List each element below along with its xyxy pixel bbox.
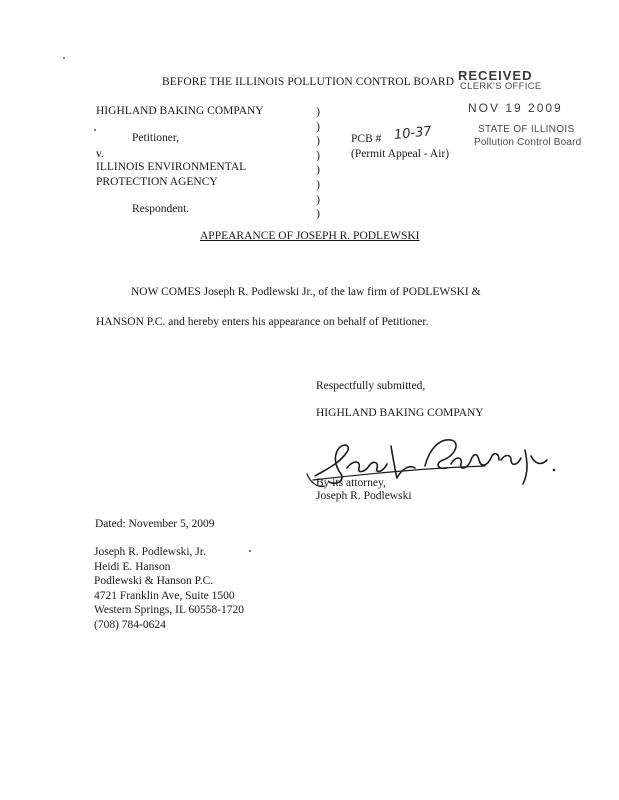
paren: ) (316, 149, 320, 162)
scan-speck (63, 57, 65, 59)
board-title: BEFORE THE ILLINOIS POLLUTION CONTROL BOARD (162, 76, 455, 88)
paren: ) (316, 178, 320, 191)
paren: ) (316, 164, 320, 177)
contact-line: Western Springs, IL 60558-1720 (94, 604, 245, 617)
paren: ) (316, 135, 320, 148)
clerks-office-stamp: CLERK'S OFFICE (460, 81, 542, 92)
paren: ) (316, 208, 320, 221)
signer-name: Joseph R. Podlewski (316, 490, 412, 502)
permit-appeal: (Permit Appeal - Air) (351, 148, 450, 160)
closing: Respectfully submitted, (316, 380, 426, 392)
scan-speck (249, 550, 251, 552)
respondent-role: Respondent. (132, 203, 190, 215)
received-stamp: RECEIVED (458, 68, 533, 83)
versus: v. (96, 148, 104, 160)
pcb-label: PCB # (351, 133, 382, 145)
scan-speck (94, 129, 96, 131)
petitioner-role: Petitioner, (132, 132, 180, 144)
contact-line: Joseph R. Podlewski, Jr. (94, 546, 206, 558)
contact-line: Heidi E. Hanson (94, 560, 171, 573)
pcb-number-handwritten: 10-37 (393, 124, 433, 143)
paren: ) (316, 106, 320, 118)
stamp-date: NOV 19 2009 (468, 101, 563, 115)
petitioner-name: HIGHLAND BAKING COMPANY (96, 105, 264, 117)
body-line-1: NOW COMES Joseph R. Podlewski Jr., of the law firm of PODLEWSKI & (131, 286, 481, 298)
paren: ) (316, 120, 320, 133)
paren: ) (316, 193, 320, 206)
state-of-illinois-stamp: STATE OF ILLINOIS (478, 124, 575, 135)
contact-line: Podlewski & Hanson P.C. (94, 575, 214, 588)
pollution-control-board-stamp: Pollution Control Board (474, 137, 582, 148)
contact-block (94, 545, 244, 633)
contact-line: (708) 784-0624 (94, 618, 166, 631)
dated: Dated: November 5, 2009 (95, 518, 215, 530)
body-line-2: HANSON P.C. and hereby enters his appearance on behalf of Petitioner. (96, 316, 429, 328)
by-its-attorney: By its attorney, (316, 477, 386, 489)
respondent-name-line2: PROTECTION AGENCY (96, 176, 218, 188)
respondent-name-line1: ILLINOIS ENVIRONMENTAL (96, 161, 247, 173)
caption-parens (313, 105, 323, 222)
signature-company: HIGHLAND BAKING COMPANY (316, 407, 484, 419)
document-title: APPEARANCE OF JOSEPH R. PODLEWSKI (200, 230, 420, 242)
contact-line: 4721 Franklin Ave, Suite 1500 (94, 589, 235, 602)
